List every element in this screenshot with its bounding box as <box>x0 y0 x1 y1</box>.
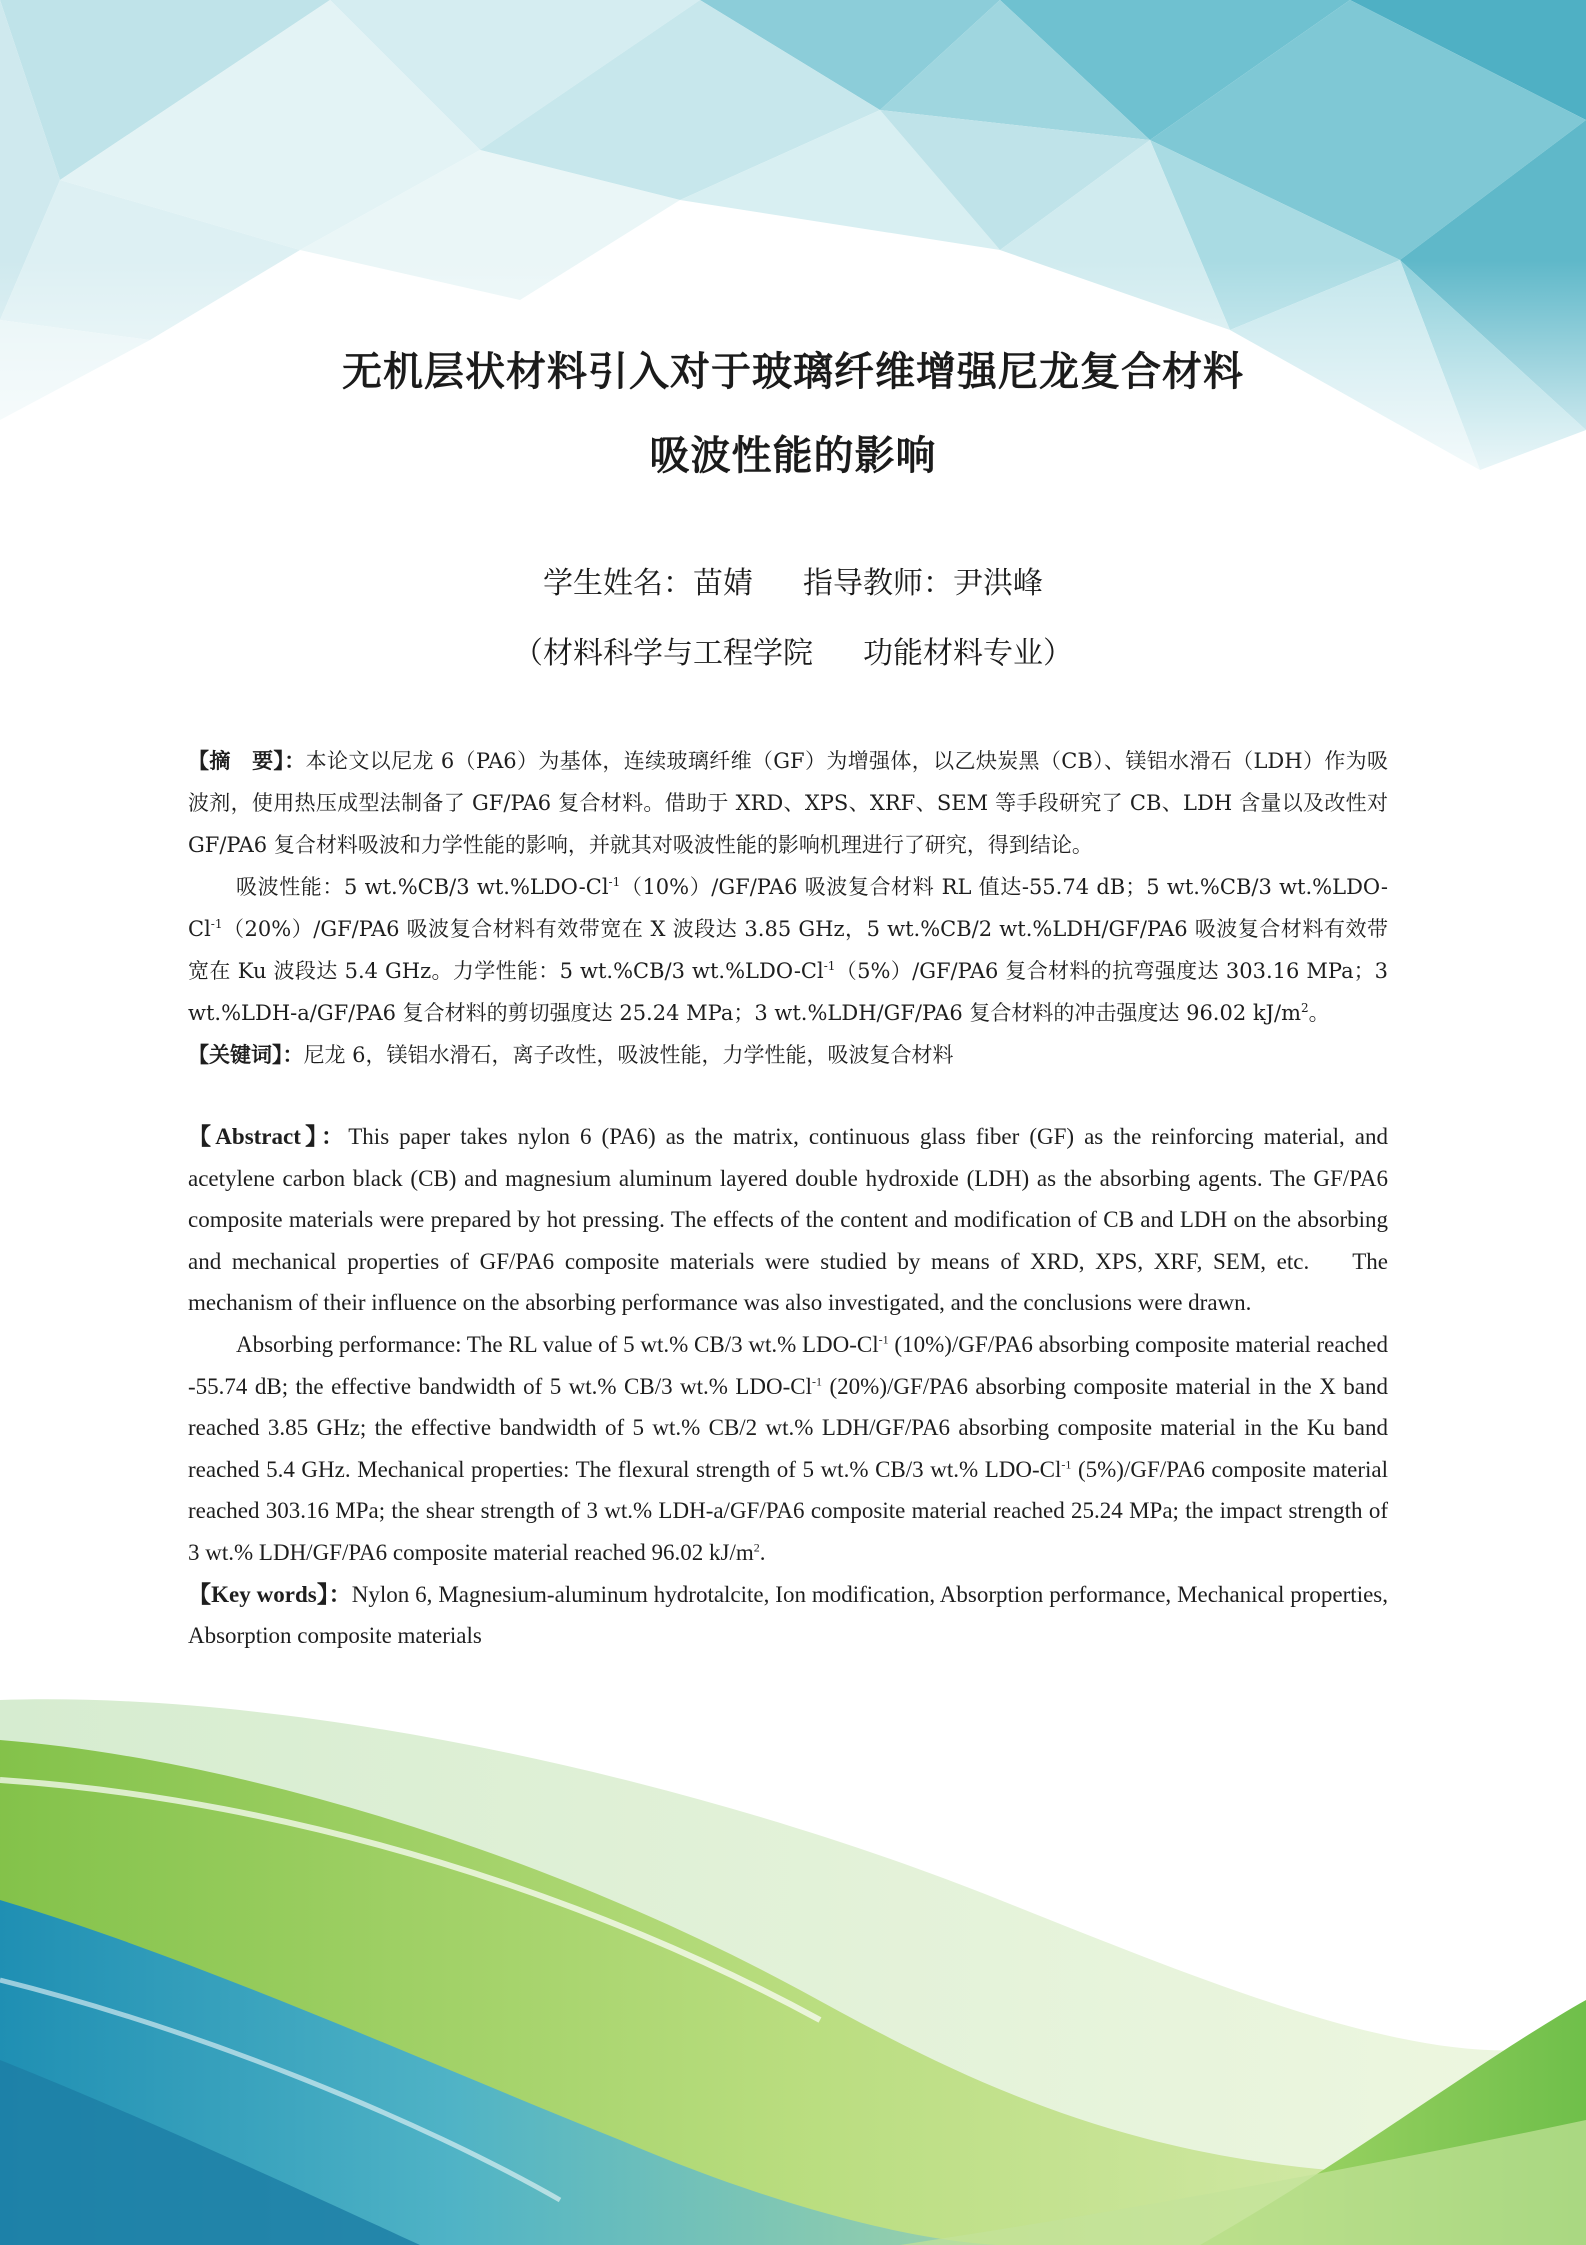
superscript: -1 <box>878 1332 889 1347</box>
superscript: -1 <box>1061 1457 1072 1472</box>
en-abstract-text-1: This paper takes nylon 6 (PA6) as the matrix, continuous glass fiber (GF) as the reinforcing material, and acetylene carbon black (CB) and magnesium aluminum layered double hydroxide (LDH) as the absorbing agents. The GF/PA6 composite materials were prepared by hot pressing. The effects of the content and modification of CB and LDH on the absorbing and mechanical properties of GF/PA6 composite materials were studied by means of XRD, XPS, XRF, SEM, etc. The mechanism of their influence on the absorbing performance was also investigated, and the conclusions were drawn. <box>188 1124 1388 1316</box>
paper-title-line1: 无机层状材料引入对于玻璃纤维增强尼龙复合材料 <box>342 349 1244 395</box>
en-keywords-label: 【Key words】： <box>188 1581 352 1607</box>
superscript: 2 <box>753 1540 760 1555</box>
superscript: -1 <box>823 959 836 973</box>
en-abstract-text-2c: (20%)/GF/PA6 absorbing composite material in the X band reached 3.85 GHz; the effective bandwidth of 5 wt.% CB/2 wt.% LDH/GF/PA6 absorbing composite material in the Ku band reached 5.4 GHz. Mechanical properties: The flexural strength of 5 wt.% CB/3 wt.% LDO-Cl <box>188 1373 1388 1482</box>
zh-keywords <box>188 1034 1388 1076</box>
en-abstract-text-2b: (10%)/GF/PA6 absorbing composite material reached -55.74 dB; the effective bandwidth of 5 wt.% CB/3 wt.% LDO-Cl <box>188 1331 1388 1399</box>
zh-abstract-paragraph-2 <box>188 866 1388 1034</box>
en-abstract-paragraph-2 <box>188 1324 1388 1574</box>
zh-keywords-text: 尼龙 6，镁铝水滑石，离子改性，吸波性能，力学性能，吸波复合材料 <box>303 1043 954 1067</box>
affiliation-school: （材料科学与工程学院 <box>513 636 813 671</box>
en-abstract-paragraph-1 <box>188 1116 1388 1324</box>
affiliation-line <box>0 628 1586 672</box>
zh-abstract-text-2c: （20%）/GF/PA6 吸波复合材料有效带宽在 X 波段达 3.85 GHz，5 wt.%CB/2 wt.%LDH/GF/PA6 吸波复合材料有效带宽在 Ku 波段达 5.4 GHz。力学性能：5 wt.%CB/3 wt.%LDO-Cl <box>188 917 1388 983</box>
advisor-label: 指导教师： <box>803 566 953 601</box>
superscript: -1 <box>210 917 223 931</box>
author-line <box>0 558 1586 602</box>
superscript: 2 <box>1301 1001 1309 1015</box>
en-abstract-text-2e: . <box>759 1539 766 1565</box>
author-name: 苗婧 <box>693 566 753 601</box>
en-abstract-label: 【Abstract】： <box>188 1124 349 1149</box>
zh-abstract-paragraph-1 <box>188 740 1388 866</box>
author-label: 学生姓名： <box>543 566 693 601</box>
zh-abstract-text-2d: （5%）/GF/PA6 复合材料的抗弯强度达 303.16 MPa；3 wt.%LDH-a/GF/PA6 复合材料的剪切强度达 25.24 MPa；3 wt.%LDH/GF/PA6 复合材料的冲击强度达 96.02 kJ/m <box>188 959 1388 1025</box>
en-abstract-text-2a: Absorbing performance: The RL value of 5 wt.% CB/3 wt.% LDO-Cl <box>236 1331 879 1357</box>
zh-abstract-text-1: 本论文以尼龙 6（PA6）为基体，连续玻璃纤维（GF）为增强体，以乙炔炭黑（CB）、镁铝水滑石（LDH）作为吸波剂，使用热压成型法制备了 GF/PA6 复合材料。借助于 XRD、XPS、XRF、SEM 等手段研究了 CB、LDH 含量以及改性对 GF/PA6 复合材料吸波和力学性能的影响，并就其对吸波性能的影响机理进行了研究，得到结论。 <box>188 749 1389 857</box>
en-keywords <box>188 1574 1388 1657</box>
en-abstract-text-2d: (5%)/GF/PA6 composite material reached 303.16 MPa; the shear strength of 3 wt.% LDH-a/GF/PA6 composite material reached 25.24 MPa; the impact strength of 3 wt.% LDH/GF/PA6 composite material reached 96.02 kJ/m <box>188 1456 1388 1565</box>
superscript: -1 <box>812 1373 823 1388</box>
superscript: -1 <box>608 875 621 889</box>
en-keywords-text: Nylon 6, Magnesium-aluminum hydrotalcite, Ion modification, Absorption performance, Mechanical properties, Absorption composite materials <box>188 1581 1388 1649</box>
english-abstract <box>188 1116 1388 1657</box>
chinese-abstract <box>188 740 1388 1076</box>
paper-title-line2: 吸波性能的影响 <box>649 433 937 479</box>
zh-abstract-text-2a: 吸波性能：5 wt.%CB/3 wt.%LDO-Cl <box>236 875 609 899</box>
affiliation-major: 功能材料专业） <box>863 636 1073 671</box>
zh-abstract-text-2b: （10%）/GF/PA6 吸波复合材料 RL 值达-55.74 dB；5 wt.%CB/3 wt.%LDO-Cl <box>188 875 1388 941</box>
zh-keywords-label: 【关键词】： <box>188 1043 304 1067</box>
advisor-name: 尹洪峰 <box>953 566 1043 601</box>
zh-abstract-label: 【摘 要】： <box>188 749 306 773</box>
zh-abstract-text-2e: 。 <box>1308 1001 1330 1025</box>
